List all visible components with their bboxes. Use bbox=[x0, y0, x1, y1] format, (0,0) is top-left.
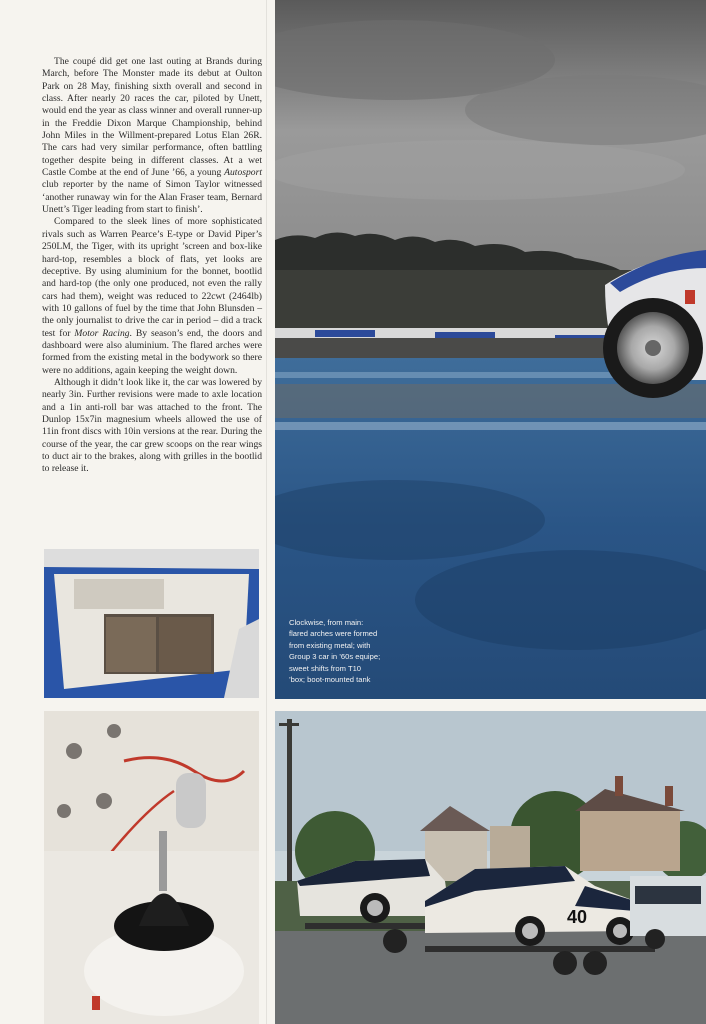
photo-caption: Clockwise, from main: flared arches were formed from existing metal; with Group 3 car in ’60s equipe; sweet shifts from T10 ’box; boot-mounted tank bbox=[289, 618, 381, 685]
paragraph-1: The coupé did get one last outing at Brands during March, before The Monster made its debut at Oulton Park on 28 May, finishing sixth overall and second in class. After nearly 20 races the car, piloted by Unett, would end the year as class winner and overall runner-up in the Freddie Dixon Marque Championship, behind John Miles in the Willment-prepared Lotus Elan 26R. The cars had very similar performance, often battling together despite being in different classes. At a wet Castle Combe at the end of June ’66, a young Autosport club reporter by the name of Simon Taylor witnessed ‘another runaway win for the Alan Fraser team, Bernard Unett’s Tiger leading from start to finish’. bbox=[42, 56, 262, 216]
column-divider bbox=[266, 0, 267, 1024]
gearstick-photo bbox=[44, 711, 259, 1024]
trailer-cars-photo bbox=[275, 711, 706, 1024]
boot-tank-photo bbox=[44, 549, 259, 698]
race-number: 40 bbox=[567, 907, 588, 927]
publication-name: Motor Racing bbox=[74, 327, 130, 339]
article-text bbox=[42, 56, 262, 476]
paragraph-2: Compared to the sleek lines of more sophisticated rivals such as Warren Pearce’s E-type or David Piper’s 250LM, the Tiger, with its upright ’screen and box-like hard-top, resembles a block of flats, yet looks are deceptive. By using aluminium for the bonnet, bootlid and hard-top (the only one produced, not even the rally cars had them), weight was reduced to 22cwt (2464lb) with 10 gallons of fuel by the time that John Blunsden – the only journalist to drive the car in period – did a track test for Motor Racing. By season’s end, the doors and dashboard were also aluminium. The flared arches were formed from the existing metal in the bodywork so there were no additions, again keeping the weight down. bbox=[42, 216, 262, 376]
paragraph-3: Although it didn’t look like it, the car was lowered by nearly 3in. Further revisions were made to axle location and a 1in anti-roll bar was attached to the front. The Dunlop 15x7in magnesium wheels allowed the use of 11in front discs with 10in versions at the rear. During the course of the year, the car grew scoops on the rear wings to duct air to the brakes, along with grilles in the bootlid to release it. bbox=[42, 376, 262, 475]
publication-name: Autosport bbox=[224, 167, 262, 179]
main-photo-track bbox=[275, 0, 706, 699]
